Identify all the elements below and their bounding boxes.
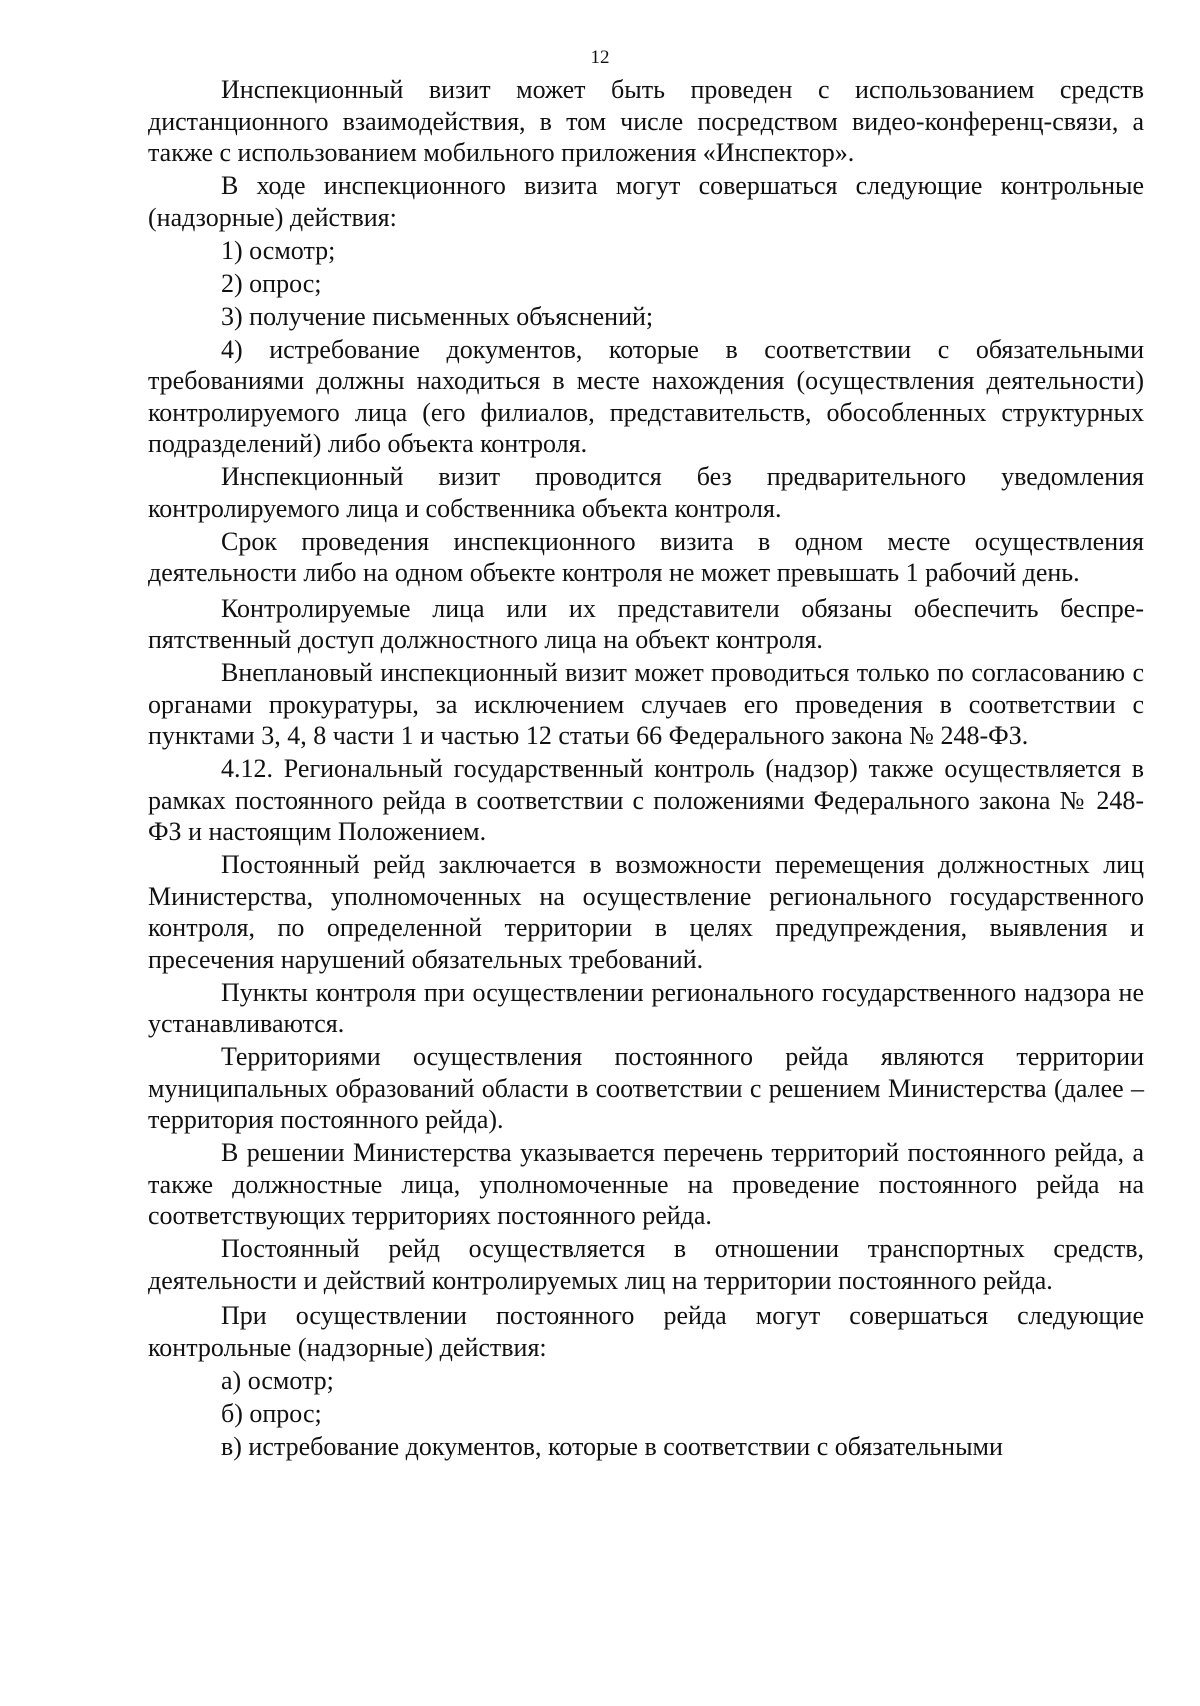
paragraph: При осуществлении постоянного рейда могут совершаться следующие контрольные (надзорные) действия:	[148, 1301, 1144, 1362]
list-item: в) истребование документов, которые в соответствии с обязательными	[221, 1431, 1003, 1461]
paragraph: В ходе инспекционного визита могут совершаться следующие контрольные (надзорные) действия:	[148, 171, 1144, 232]
page-number: 12	[590, 47, 610, 68]
list-item: 2) опрос;	[221, 268, 322, 298]
section-paragraph: 4.12. Региональный государственный контроль (надзор) также осуществляется в рамках постоянного рейда в соответствии с положениями Федерального закона № 248-ФЗ и настоящим Положением.	[148, 754, 1144, 846]
list-item: а) осмотр;	[221, 1365, 334, 1395]
paragraph: Пункты контроля при осуществлении регионального государственного надзора не устанавливаются.	[148, 977, 1144, 1038]
list-item: 4) истребование документов, которые в соответствии с обязательными требованиями должны находиться в месте нахождения (осуществления деятельности) контролируемого лица (его филиалов, представительств, обособленных структурных подразделений) либо объекта контроля.	[148, 334, 1144, 458]
list-item: б) опрос;	[221, 1398, 322, 1428]
paragraph: Внеплановый инспекционный визит может проводиться только по согласованию с органами прокуратуры, за исключением случаев его проведения в соответствии с пунктами 3, 4, 8 части 1 и частью 12 статьи 66 Федерального закона № 248-ФЗ.	[148, 658, 1144, 750]
paragraph: В решении Министерства указывается перечень территорий постоянного рейда, а также должностные лица, уполномоченные на проведение постоянного рейда на соответствующих территориях постоянного рейда.	[148, 1138, 1144, 1230]
document-body	[148, 74, 1144, 1464]
paragraph: Срок проведения инспекционного визита в одном месте осуществления деятельности либо на одном объекте контроля не может превышать 1 рабочий день.	[148, 526, 1144, 587]
paragraph: Постоянный рейд заключается в возможности перемещения должностных лиц Министерства, уполномоченных на осуществление регионального государственного контроля, по определенной территории в целях предупреждения, выявления и пресечения нарушений обязательных требований.	[148, 850, 1144, 974]
paragraph: Контролируемые лица или их представители обязаны обеспечить беспрепятственный доступ должностного лица на объект контроля.	[148, 593, 1144, 654]
list-item: 1) осмотр;	[221, 235, 336, 265]
paragraph: Инспекционный визит может быть проведен с использованием средств дистанционного взаимодействия, в том числе посредством видео-конференц-связи, а также с использованием мобильного приложения «Инспектор».	[148, 75, 1144, 167]
paragraph: Территориями осуществления постоянного рейда являются территории муниципальных образований области в соответствии с решением Министерства (далее – территория постоянного рейда).	[148, 1042, 1144, 1134]
paragraph: Постоянный рейд осуществляется в отношении транспортных средств, деятельности и действий контролируемых лиц на территории постоянного рейда.	[148, 1234, 1144, 1295]
paragraph: Инспекционный визит проводится без предварительного уведомления контролируемого лица и собственника объекта контроля.	[148, 462, 1144, 523]
list-item: 3) получение письменных объяснений;	[221, 301, 654, 331]
